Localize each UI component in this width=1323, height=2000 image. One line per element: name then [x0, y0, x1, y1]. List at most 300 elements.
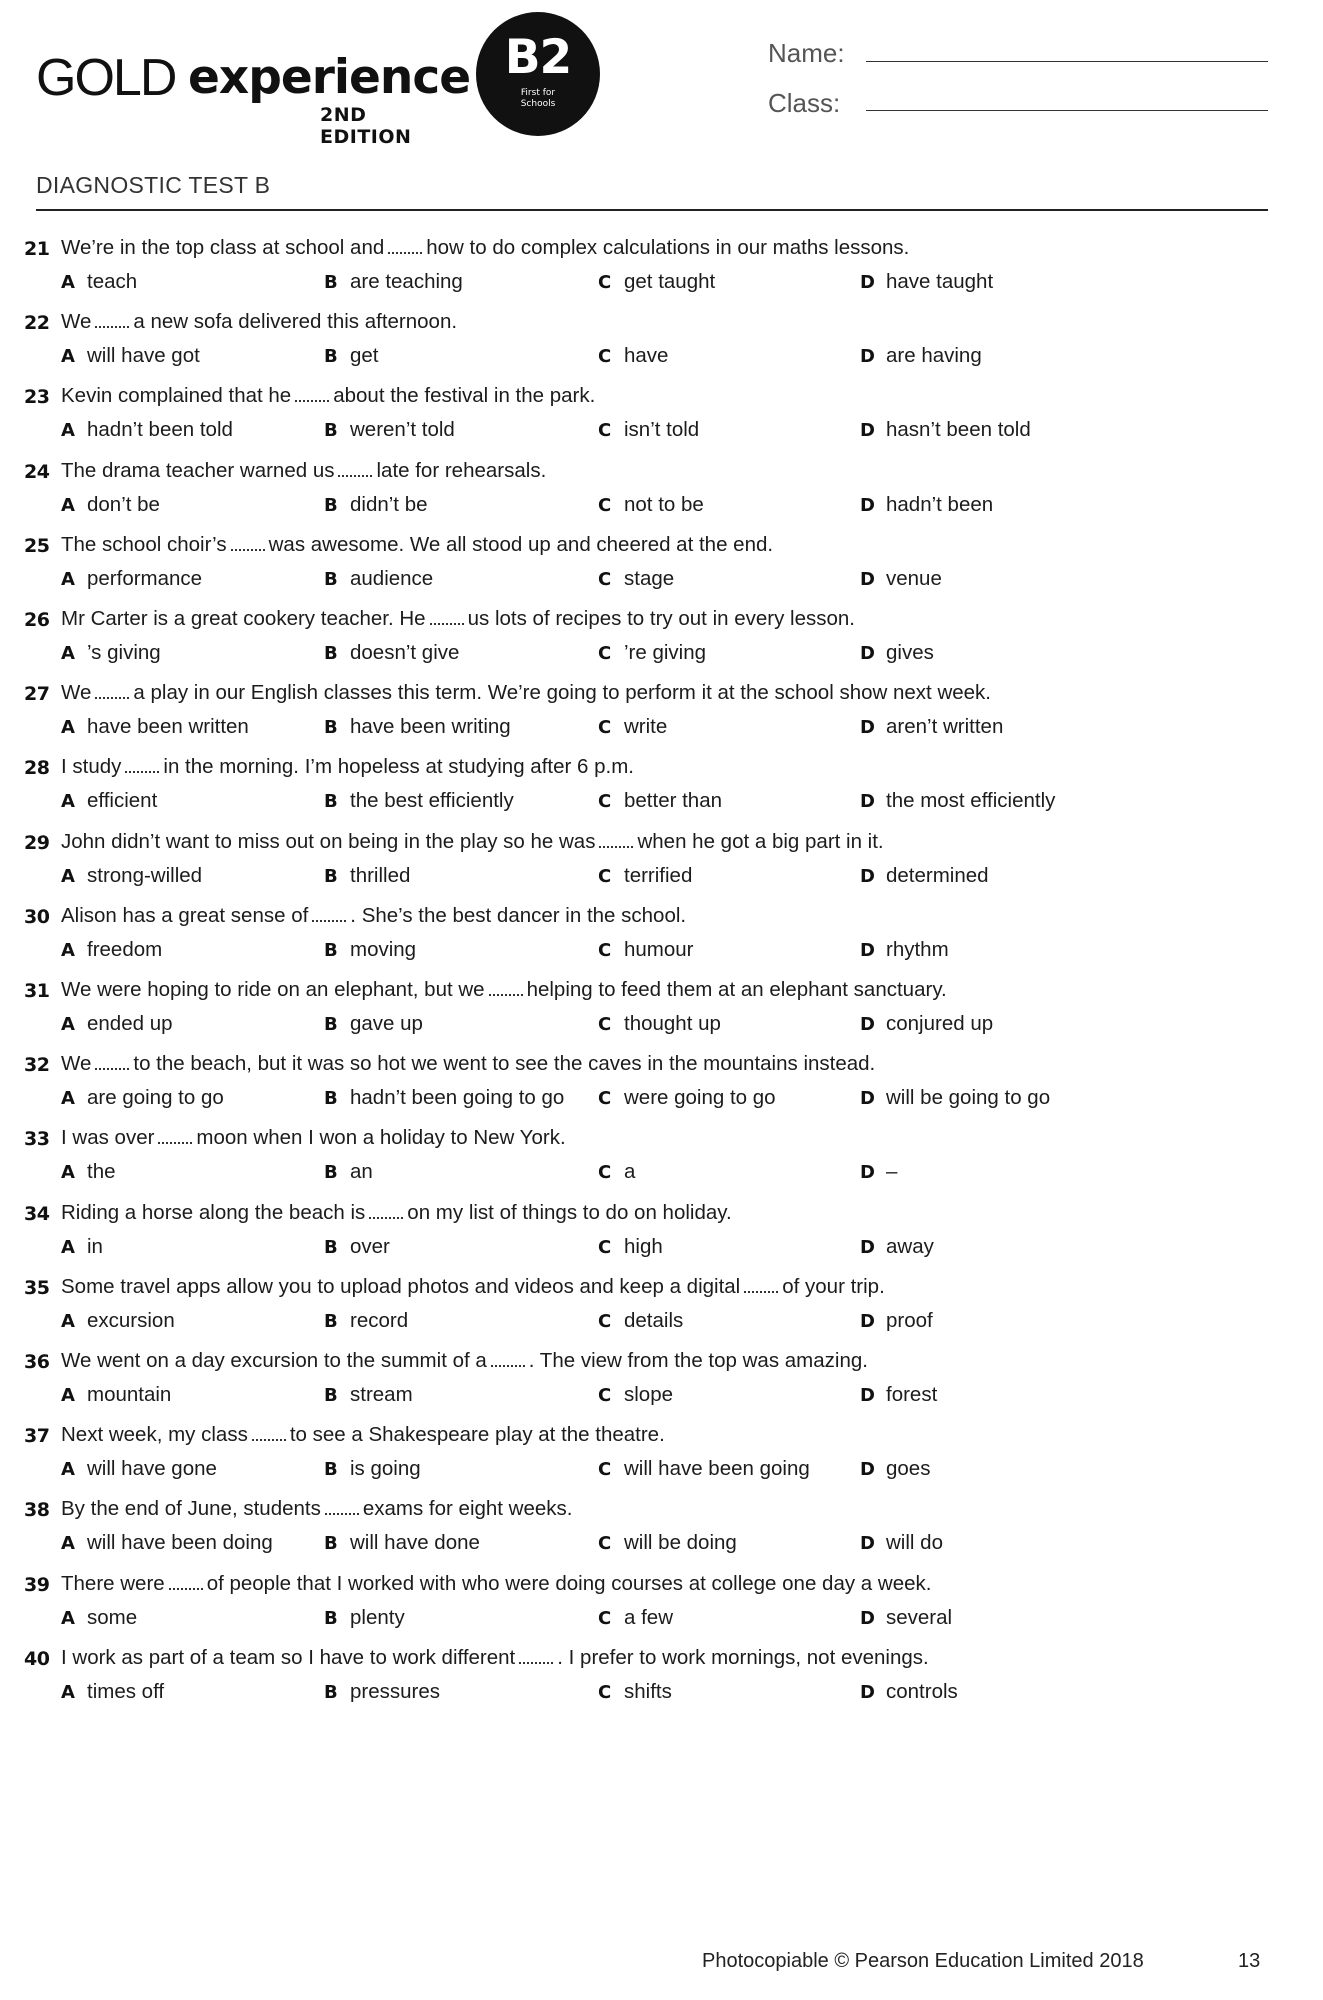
option-letter: D: [860, 791, 875, 813]
question-item: [0, 1201, 1323, 1273]
stem-before-gap: I work as part of a team so I have to work different: [61, 1645, 516, 1669]
option-letter: C: [598, 717, 612, 739]
option-text: gives: [886, 641, 934, 664]
option-text: controls: [886, 1679, 958, 1703]
option-text: hasn’t been told: [886, 418, 1031, 442]
stem-after-gap: of your trip.: [782, 1274, 885, 1298]
answer-option: [860, 1680, 958, 1704]
answer-option: [324, 864, 410, 888]
option-text: high: [624, 1234, 663, 1258]
question-stem: [61, 1052, 875, 1076]
option-text: have been written: [87, 715, 249, 739]
option-text: in: [87, 1234, 103, 1258]
answer-option: [61, 864, 202, 888]
question-number: 28: [24, 757, 50, 780]
question-stem: [61, 904, 686, 928]
option-text: stage: [624, 566, 675, 590]
stem-before-gap: Next week, my class: [61, 1423, 248, 1447]
option-text: pressures: [350, 1679, 441, 1703]
question-stem: [61, 1201, 732, 1225]
question-stem: [61, 1646, 929, 1670]
option-letter: D: [860, 1236, 875, 1258]
answer-option: [61, 1235, 103, 1259]
option-text: teach: [87, 270, 138, 293]
option-text: goes: [886, 1457, 931, 1481]
option-letter: A: [61, 865, 75, 887]
option-letter: A: [61, 939, 75, 961]
stem-after-gap: to the beach, but it was so hot we went to see the caves in the mountains instead.: [133, 1052, 876, 1076]
option-letter: C: [598, 568, 612, 590]
answer-gap: [95, 1052, 129, 1070]
question-stem: [61, 1497, 573, 1521]
option-text: get: [350, 344, 379, 368]
option-letter: B: [324, 346, 338, 368]
question-item: [0, 1275, 1323, 1347]
answer-option: [61, 1457, 217, 1481]
question-stem: [61, 236, 909, 260]
stem-before-gap: Kevin complained that he: [61, 384, 292, 408]
answer-option: [324, 1235, 390, 1259]
option-letter: D: [860, 939, 875, 961]
stem-before-gap: We: [61, 310, 92, 334]
option-letter: D: [860, 1014, 875, 1035]
option-text: moving: [350, 937, 417, 961]
stem-after-gap: moon when I won a holiday to New York.: [196, 1126, 566, 1150]
question-item: [0, 1497, 1323, 1569]
option-text: slope: [624, 1383, 674, 1406]
option-letter: B: [324, 939, 338, 961]
answer-option: [61, 641, 161, 665]
brand-logo: [36, 48, 471, 148]
question-item: [0, 1052, 1323, 1124]
option-text: are having: [886, 344, 982, 368]
answer-option: [324, 1680, 440, 1704]
stem-before-gap: I was over: [61, 1126, 155, 1150]
answer-option: [598, 1531, 737, 1555]
option-text: hadn’t been going to go: [350, 1086, 565, 1110]
question-item: [0, 533, 1323, 605]
answer-option: [324, 1457, 421, 1481]
answer-gap: [338, 459, 372, 477]
stem-before-gap: The school choir’s: [61, 532, 227, 556]
option-letter: C: [598, 272, 612, 293]
answer-option: [598, 567, 674, 591]
option-letter: B: [324, 791, 338, 813]
question-number: 36: [24, 1351, 50, 1373]
question-item: [0, 681, 1323, 753]
option-letter: A: [61, 420, 75, 442]
stem-after-gap: to see a Shakespeare play at the theatre.: [289, 1423, 665, 1447]
option-letter: C: [598, 494, 612, 516]
option-text: shifts: [624, 1679, 672, 1703]
stem-before-gap: Some travel apps allow you to upload photos and videos and keep a digital: [61, 1274, 741, 1298]
answer-gap: [231, 533, 265, 551]
answer-option: [61, 1160, 116, 1184]
answer-option: [860, 1457, 930, 1481]
option-letter: D: [860, 1088, 875, 1110]
option-letter: B: [324, 1236, 338, 1258]
question-item: [0, 1423, 1323, 1495]
answer-option: [61, 1680, 164, 1704]
question-stem: [61, 533, 773, 557]
answer-option: [598, 1457, 810, 1481]
stem-after-gap: how to do complex calculations in our maths lessons.: [426, 236, 910, 259]
stem-before-gap: There were: [61, 1571, 165, 1595]
answer-option: [324, 344, 379, 368]
answer-option: [598, 1383, 673, 1407]
answer-option: [598, 1012, 721, 1036]
option-letter: B: [324, 1088, 338, 1110]
brand-main: experience: [188, 50, 471, 105]
option-text: record: [350, 1308, 409, 1332]
page-number: 13: [1238, 1950, 1261, 1972]
option-letter: B: [324, 865, 338, 887]
option-text: several: [886, 1605, 953, 1629]
answer-option: [61, 567, 202, 591]
answer-option: [324, 1531, 480, 1555]
option-letter: A: [61, 272, 75, 293]
option-text: get taught: [624, 270, 716, 293]
answer-gap: [252, 1423, 286, 1441]
question-number: 35: [24, 1276, 50, 1299]
question-stem: [61, 1349, 868, 1373]
stem-after-gap: . She’s the best dancer in the school.: [350, 903, 687, 927]
question-item: [0, 1646, 1323, 1718]
stem-after-gap: in the morning. I’m hopeless at studying after 6 p.m.: [163, 755, 634, 779]
option-letter: B: [324, 1607, 338, 1629]
copyright-notice: Photocopiable © Pearson Education Limited 2018: [702, 1950, 1144, 1972]
stem-before-gap: Alison has a great sense of: [61, 903, 309, 927]
option-letter: B: [324, 1681, 338, 1703]
option-text: have: [624, 344, 669, 368]
question-number: 37: [24, 1425, 50, 1448]
question-item: [0, 310, 1323, 382]
answer-option: [324, 1086, 564, 1110]
option-letter: C: [598, 1088, 612, 1110]
option-text: the best efficiently: [350, 789, 514, 813]
answer-option: [860, 1160, 897, 1184]
option-text: audience: [350, 566, 434, 590]
option-text: –: [886, 1160, 898, 1184]
option-text: are teaching: [350, 270, 463, 293]
brand-prefix: GOLD: [36, 49, 176, 107]
option-letter: A: [61, 1236, 75, 1258]
option-letter: D: [860, 1310, 875, 1332]
stem-after-gap: was awesome. We all stood up and cheered at the end.: [268, 532, 774, 556]
stem-after-gap: late for rehearsals.: [376, 458, 547, 482]
question-number: 26: [24, 609, 50, 631]
option-letter: B: [324, 1310, 338, 1332]
question-stem: [61, 1572, 931, 1596]
option-letter: C: [598, 1385, 612, 1406]
stem-after-gap: . I prefer to work mornings, not evenings.: [557, 1645, 929, 1669]
answer-option: [860, 715, 1003, 739]
answer-option: [860, 864, 989, 888]
option-letter: A: [61, 791, 75, 813]
stem-after-gap: of people that I worked with who were doing courses at college one day a week.: [206, 1571, 932, 1595]
question-number: 40: [24, 1647, 50, 1670]
answer-option: [324, 1309, 408, 1333]
test-title: DIAGNOSTIC TEST B: [36, 172, 271, 198]
answer-gap: [158, 1126, 192, 1144]
level-subtitle: First for Schools: [520, 88, 556, 109]
option-text: the: [87, 1160, 116, 1184]
option-text: is going: [350, 1457, 421, 1481]
answer-option: [860, 1235, 934, 1259]
option-letter: C: [598, 1162, 612, 1184]
option-text: will have been going: [624, 1457, 810, 1481]
header-divider: [36, 209, 1268, 211]
option-letter: A: [61, 1385, 75, 1406]
option-text: stream: [350, 1383, 413, 1406]
option-letter: D: [860, 494, 875, 516]
option-text: forest: [886, 1383, 938, 1406]
option-letter: A: [61, 1014, 75, 1035]
answer-option: [860, 344, 982, 368]
answer-option: [61, 1531, 273, 1555]
option-letter: C: [598, 1310, 612, 1332]
option-letter: C: [598, 1236, 612, 1258]
question-number: 39: [24, 1573, 50, 1596]
answer-gap: [325, 1497, 359, 1515]
option-letter: A: [61, 1310, 75, 1332]
option-text: isn’t told: [624, 418, 700, 442]
option-letter: A: [61, 643, 75, 664]
answer-option: [598, 1086, 776, 1110]
option-text: mountain: [87, 1383, 172, 1406]
option-text: don’t be: [87, 492, 160, 516]
name-label: Name:: [768, 38, 845, 68]
answer-option: [324, 493, 428, 517]
option-letter: B: [324, 494, 338, 516]
option-letter: A: [61, 717, 75, 739]
option-letter: D: [860, 420, 875, 442]
option-text: weren’t told: [350, 418, 455, 442]
stem-before-gap: We’re in the top class at school and: [61, 236, 385, 259]
option-text: humour: [624, 937, 694, 961]
answer-option: [598, 344, 668, 368]
option-letter: C: [598, 791, 612, 813]
answer-option: [61, 1606, 137, 1630]
answer-option: [324, 1383, 413, 1407]
option-letter: D: [860, 1385, 875, 1406]
stem-before-gap: I study: [61, 755, 122, 779]
question-number: 33: [24, 1128, 50, 1151]
option-text: an: [350, 1160, 373, 1184]
option-text: were going to go: [624, 1086, 776, 1110]
option-letter: D: [860, 1533, 875, 1555]
answer-gap: [125, 755, 159, 773]
option-text: better than: [624, 789, 723, 813]
question-item: [0, 459, 1323, 531]
answer-option: [598, 418, 699, 442]
option-text: strong-willed: [87, 863, 203, 887]
option-text: over: [350, 1234, 390, 1258]
answer-gap: [599, 830, 633, 848]
class-line: [866, 110, 1268, 111]
option-letter: A: [61, 1162, 75, 1184]
option-text: the most efficiently: [886, 789, 1056, 813]
answer-gap: [312, 904, 346, 922]
option-letter: D: [860, 865, 875, 887]
option-letter: D: [860, 1162, 875, 1184]
option-text: freedom: [87, 937, 163, 961]
question-number: 38: [24, 1499, 50, 1522]
answer-option: [598, 1235, 663, 1259]
question-item: [0, 1126, 1323, 1198]
answer-option: [61, 270, 137, 294]
question-number: 23: [24, 386, 50, 409]
answer-option: [324, 938, 416, 962]
question-item: [0, 755, 1323, 827]
answer-gap: [169, 1572, 203, 1590]
answer-option: [61, 493, 160, 517]
option-text: times off: [87, 1679, 165, 1703]
option-text: a: [624, 1160, 636, 1184]
stem-after-gap: a new sofa delivered this afternoon.: [133, 310, 458, 334]
question-item: [0, 1349, 1323, 1421]
answer-gap: [491, 1349, 525, 1367]
question-stem: [61, 1126, 566, 1150]
answer-option: [598, 1680, 672, 1704]
option-letter: C: [598, 643, 612, 664]
stem-before-gap: The drama teacher warned us: [61, 458, 335, 482]
answer-gap: [430, 607, 464, 625]
stem-before-gap: Mr Carter is a great cookery teacher. He: [61, 607, 426, 630]
answer-option: [860, 418, 1031, 442]
stem-before-gap: By the end of June, students: [61, 1497, 321, 1521]
option-text: aren’t written: [886, 715, 1004, 739]
answer-option: [61, 1086, 224, 1110]
option-letter: C: [598, 1681, 612, 1703]
answer-option: [324, 1606, 405, 1630]
option-text: thought up: [624, 1012, 721, 1035]
stem-before-gap: We went on a day excursion to the summit of a: [61, 1349, 487, 1372]
option-letter: D: [860, 717, 875, 739]
answer-gap: [369, 1201, 403, 1219]
question-stem: [61, 310, 457, 334]
answer-option: [324, 1160, 373, 1184]
answer-option: [598, 864, 692, 888]
question-item: [0, 904, 1323, 976]
option-letter: A: [61, 1607, 75, 1629]
answer-gap: [489, 978, 523, 996]
answer-gap: [519, 1646, 553, 1664]
option-letter: A: [61, 1088, 75, 1110]
option-letter: B: [324, 1385, 338, 1406]
answer-option: [61, 715, 249, 739]
answer-gap: [744, 1275, 778, 1293]
option-text: ended up: [87, 1012, 173, 1035]
answer-option: [860, 1309, 933, 1333]
question-stem: [61, 1423, 665, 1447]
option-letter: B: [324, 717, 338, 739]
option-text: rhythm: [886, 937, 949, 961]
question-stem: [61, 681, 991, 705]
option-letter: C: [598, 1014, 612, 1035]
answer-option: [324, 567, 433, 591]
option-text: terrified: [624, 863, 693, 887]
question-stem: [61, 384, 595, 408]
answer-option: [61, 344, 200, 368]
option-text: plenty: [350, 1605, 405, 1629]
option-text: thrilled: [350, 863, 411, 887]
question-number: 27: [24, 683, 50, 706]
answer-option: [598, 789, 722, 813]
stem-after-gap: about the festival in the park.: [333, 384, 596, 408]
answer-option: [860, 1606, 952, 1630]
answer-option: [598, 715, 667, 739]
answer-option: [598, 938, 694, 962]
answer-option: [598, 493, 704, 517]
option-letter: D: [860, 1459, 875, 1481]
option-letter: B: [324, 272, 338, 293]
stem-after-gap: helping to feed them at an elephant sanctuary.: [526, 978, 947, 1001]
answer-gap: [95, 681, 129, 699]
option-text: have taught: [886, 270, 994, 293]
option-text: will have gone: [87, 1457, 217, 1481]
option-text: will have got: [87, 344, 200, 368]
answer-option: [324, 270, 463, 294]
question-item: [0, 978, 1323, 1050]
answer-option: [860, 270, 993, 294]
option-letter: D: [860, 346, 875, 368]
question-number: 30: [24, 905, 50, 928]
level-code: B2: [504, 30, 572, 85]
stem-after-gap: . The view from the top was amazing.: [528, 1349, 868, 1372]
option-text: are going to go: [87, 1086, 224, 1110]
option-text: details: [624, 1308, 684, 1332]
stem-before-gap: We: [61, 681, 92, 705]
answer-option: [61, 1383, 171, 1407]
answer-option: [860, 1086, 1050, 1110]
option-letter: B: [324, 420, 338, 442]
option-text: gave up: [350, 1012, 423, 1035]
answer-option: [598, 1606, 673, 1630]
option-letter: A: [61, 1459, 75, 1481]
option-text: some: [87, 1605, 138, 1629]
stem-before-gap: Riding a horse along the beach is: [61, 1200, 366, 1224]
option-letter: D: [860, 643, 875, 664]
option-letter: B: [324, 568, 338, 590]
answer-option: [598, 270, 715, 294]
question-number: 25: [24, 534, 50, 557]
stem-before-gap: John didn’t want to miss out on being in the play so he was: [61, 829, 596, 853]
question-number: 29: [24, 831, 50, 854]
answer-gap: [95, 310, 129, 328]
option-text: have been writing: [350, 715, 511, 739]
level-badge: [476, 12, 600, 136]
option-text: not to be: [624, 492, 704, 516]
stem-before-gap: We: [61, 1052, 92, 1076]
question-item: [0, 607, 1323, 679]
answer-option: [860, 567, 942, 591]
answer-option: [324, 641, 459, 665]
answer-option: [598, 1309, 683, 1333]
option-text: determined: [886, 863, 989, 887]
question-item: [0, 384, 1323, 456]
option-text: efficient: [87, 789, 158, 813]
answer-option: [598, 641, 706, 665]
answer-option: [61, 938, 162, 962]
answer-option: [324, 1012, 423, 1036]
option-text: a few: [624, 1605, 673, 1629]
question-stem: [61, 1275, 885, 1299]
question-stem: [61, 459, 546, 483]
question-stem: [61, 607, 855, 631]
option-text: proof: [886, 1308, 933, 1332]
answer-option: [324, 789, 514, 813]
